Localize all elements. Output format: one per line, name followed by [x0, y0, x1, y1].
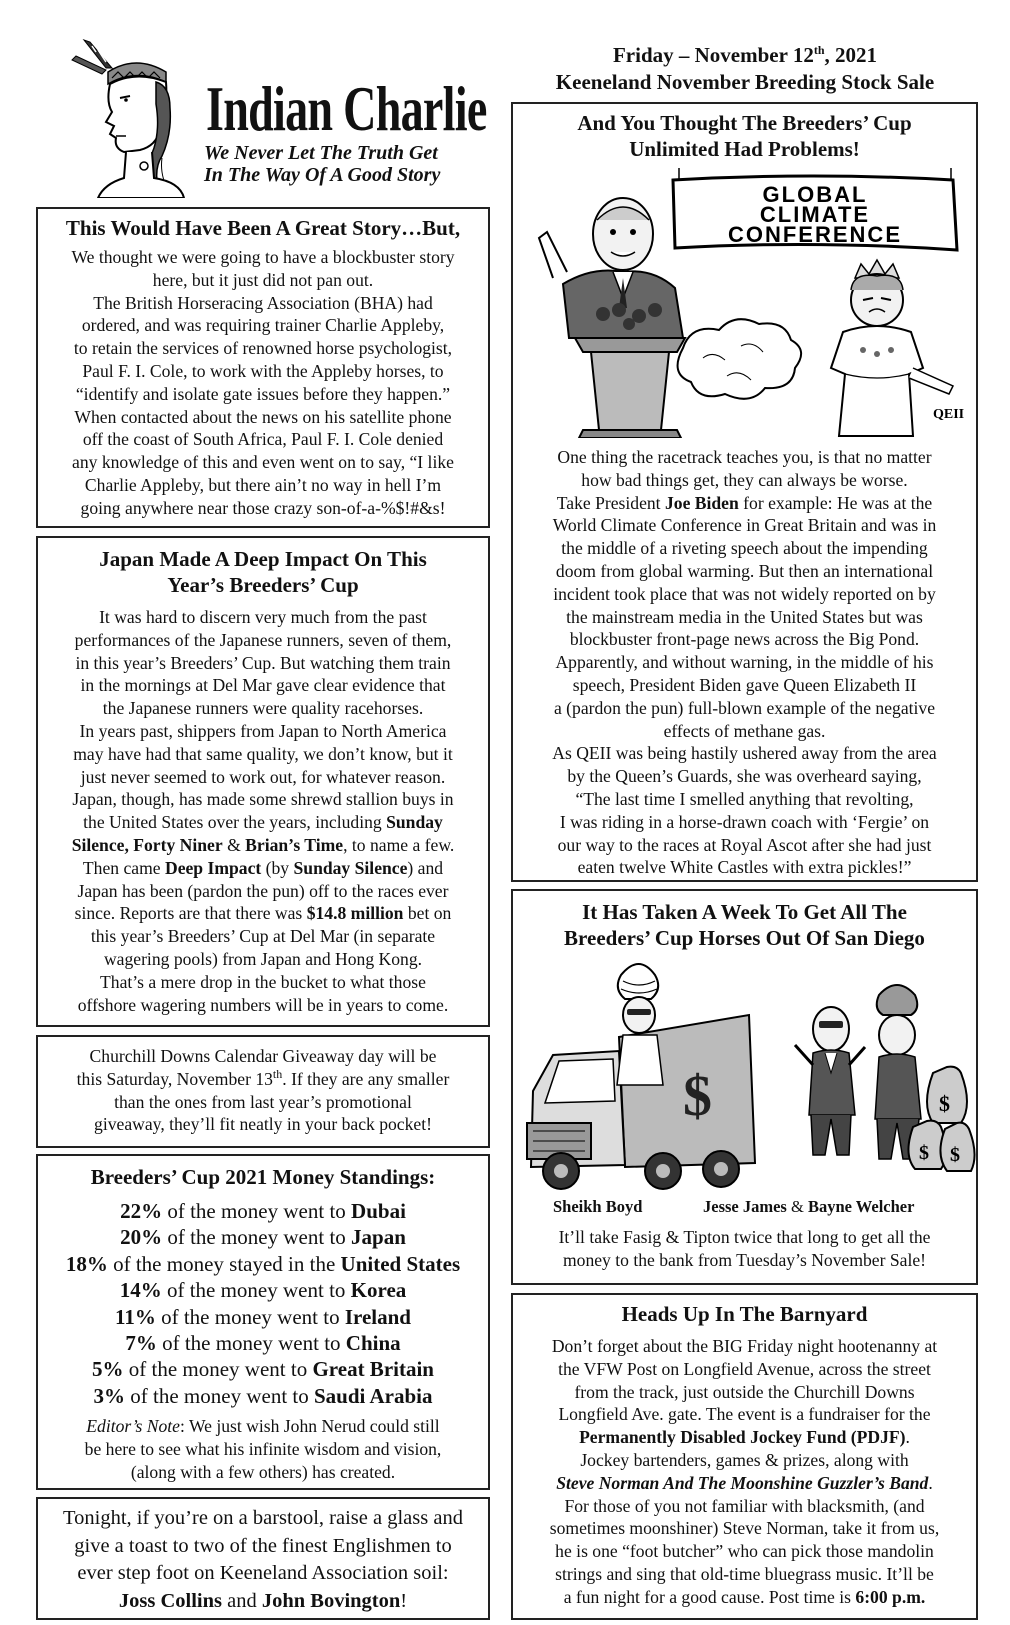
- body-line: a fun night for a good cause. Post time is 6:00 p.m.: [563, 1586, 926, 1607]
- cartoon-captions: [513, 1197, 976, 1221]
- body-line: off the coast of South Africa, Paul F. I. Cole denied: [82, 429, 444, 450]
- body-line: The British Horseracing Association (BHA) had: [93, 292, 433, 313]
- body-line: We thought we were going to have a blockbuster story: [71, 247, 455, 267]
- body-line: in this year’s Breeders’ Cup. But watching them train: [75, 652, 451, 673]
- body-line: It was hard to discern very much from the past: [99, 607, 427, 627]
- story-barnyard: [511, 1293, 978, 1620]
- dollar-sign-icon: $: [939, 1091, 950, 1116]
- editor-note: be here to see what his infinite wisdom and vision,: [84, 1439, 442, 1460]
- body-line: When contacted about the news on his satellite phone: [74, 406, 452, 427]
- issue-event: Keeneland November Breeding Stock Sale: [555, 70, 935, 94]
- body-line: Then came Deep Impact (by Sunday Silence) and: [82, 857, 444, 878]
- body-line: a (pardon the pun) full-blown example of the negative: [553, 697, 936, 718]
- body-line: incident took place that was not widely reported on by: [553, 583, 936, 604]
- body-line: may have had that same quality, we don’t know, but it: [73, 743, 453, 764]
- body-line: going anywhere near those crazy son-of-a-%$!#&s!: [80, 497, 446, 518]
- body-line: by the Queen’s Guards, she was overheard saying,: [567, 766, 922, 787]
- body-line: “identify and isolate gate issues before they happen.”: [75, 383, 451, 404]
- standings-row: 3% of the money went to Saudi Arabia: [93, 1383, 433, 1408]
- body-line: this year’s Breeders’ Cup at Del Mar (in separate: [90, 926, 436, 947]
- body-line: he is one “foot butcher” who can pick those mandolin: [555, 1541, 934, 1562]
- body-line: Japan has been (pardon the pun) off to the races ever: [77, 880, 449, 901]
- body-line: how bad things get, they can always be worse.: [581, 469, 908, 490]
- issue-header: [516, 42, 974, 96]
- body-line: here, but it just did not pan out.: [152, 269, 374, 290]
- body-line: strings and sing that old-time bluegrass music. It’ll be: [555, 1563, 934, 1584]
- dollar-sign-icon: $: [950, 1144, 960, 1166]
- body-line: Japan, though, has made some shrewd stallion buys in: [72, 789, 454, 810]
- date-year: , 2021: [824, 43, 877, 67]
- body-line: just never seemed to work out, for whatever reason.: [80, 766, 446, 787]
- standings-list: [38, 1198, 488, 1409]
- body-line: “The last time I smelled anything that revolting,: [575, 788, 914, 809]
- body-line: Paul F. I. Cole, to work with the Appleby horses, to: [82, 360, 444, 381]
- banner-text: GLOBAL: [762, 182, 868, 207]
- caption-jesse-bayne: Jesse James & Bayne Welcher: [703, 1197, 915, 1216]
- body-line: Apparently, and without warning, in the middle of his: [555, 652, 934, 673]
- body-line: In years past, shippers from Japan to North America: [79, 720, 447, 741]
- money-truck-cartoon: [513, 955, 976, 1195]
- body-line: speech, President Biden gave Queen Elizabeth II: [572, 674, 917, 695]
- editor-note: Editor’s Note: We just wish John Nerud could still: [86, 1416, 440, 1437]
- standings-headline: Breeders’ Cup 2021 Money Standings:: [90, 1165, 436, 1189]
- body-line: Churchill Downs Calendar Giveaway day will be: [89, 1046, 437, 1066]
- story-headline: Japan Made A Deep Impact On This: [99, 547, 427, 571]
- story-calendar-giveaway: [36, 1035, 490, 1148]
- body-line: the United States over the years, including Sunday: [83, 812, 443, 833]
- story-toast: [36, 1497, 490, 1620]
- story-headline: Year’s Breeders’ Cup: [167, 573, 359, 597]
- body-line: from the track, just outside the Churchill Downs: [574, 1381, 915, 1402]
- story-japan: [36, 536, 490, 1027]
- cartoon-label-qeii: QEII: [933, 407, 965, 422]
- date-sup: th: [813, 43, 825, 57]
- standings-row: 11% of the money went to Ireland: [115, 1304, 411, 1329]
- standings-row: 5% of the money went to Great Britain: [92, 1357, 434, 1382]
- body-line: World Climate Conference in Great Britain and was in: [552, 515, 937, 536]
- body-line: sometimes moonshiner) Steve Norman, take it from us,: [549, 1518, 940, 1539]
- dollar-sign-icon: $: [683, 1063, 712, 1128]
- story-headline: And You Thought The Breeders’ Cup: [577, 111, 912, 135]
- queen-caricature: [831, 260, 964, 436]
- story-headline: This Would Have Been A Great Story…But,: [65, 216, 461, 240]
- body-line: ever step foot on Keeneland Association soil:: [77, 1562, 449, 1584]
- editor-note: (along with a few others) has created.: [130, 1461, 396, 1482]
- story-headline: Breeders’ Cup Horses Out Of San Diego: [564, 926, 925, 950]
- standings-row: 14% of the money went to Korea: [119, 1278, 407, 1303]
- body-line: the Japanese runners were quality racehorses.: [102, 698, 424, 719]
- body-line: the mainstream media in the United States but was: [566, 606, 923, 627]
- masthead: [44, 38, 494, 198]
- standings-row: 18% of the money stayed in the United States: [65, 1251, 461, 1276]
- body-line: As QEII was being hastily ushered away from the area: [552, 743, 937, 764]
- body-line: Longfield Ave. gate. The event is a fundraiser for the: [558, 1404, 931, 1425]
- story-great-story: [36, 207, 490, 528]
- body-line: effects of methane gas.: [663, 720, 826, 741]
- body-line: in the mornings at Del Mar gave clear evidence that: [80, 675, 446, 696]
- body-line: to retain the services of renowned horse psychologist,: [73, 338, 453, 359]
- body-line: It’ll take Fasig & Tipton twice that long to get all the: [558, 1227, 931, 1247]
- date-text: Friday – November 12: [612, 43, 814, 67]
- body-line: Jockey bartenders, games & prizes, along with: [580, 1449, 909, 1470]
- body-line: offshore wagering numbers will be in years to come.: [77, 994, 449, 1015]
- body-line: One thing the racetrack teaches you, is that no matter: [557, 447, 932, 467]
- body-line: since. Reports are that there was $14.8 million bet on: [74, 903, 452, 924]
- climate-conference-cartoon: [513, 168, 976, 438]
- indian-chief-logo-icon: [44, 38, 204, 198]
- slogan-line: In The Way Of A Good Story: [204, 164, 441, 186]
- body-line: Permanently Disabled Jockey Fund (PDJF).: [579, 1427, 910, 1448]
- body-line: For those of you not familiar with blacksmith, (and: [564, 1495, 925, 1516]
- money-standings: [36, 1154, 490, 1490]
- body-line: doom from global warming. But then an international: [555, 560, 934, 581]
- standings-row: 20% of the money went to Japan: [120, 1225, 406, 1250]
- body-line: Joss Collins and John Bovington!: [118, 1589, 408, 1612]
- body-line: this Saturday, November 13th. If they are any smaller: [76, 1066, 450, 1089]
- body-line: eaten twelve White Castles with extra pickles!”: [577, 857, 912, 878]
- standings-row: 22% of the money went to Dubai: [120, 1199, 406, 1223]
- body-line: any knowledge of this and even went on to say, “I like: [72, 452, 454, 473]
- sheikh-caricature: [617, 964, 663, 1085]
- body-line: Take President Joe Biden for example: He was at the: [556, 492, 933, 513]
- body-line: than the ones from last year’s promotional: [114, 1091, 412, 1112]
- body-line: money to the bank from Tuesday’s November Sale!: [562, 1249, 927, 1270]
- banner-text: CLIMATE: [759, 202, 871, 227]
- slogan-line: We Never Let The Truth Get: [204, 142, 438, 164]
- banner-text: CONFERENCE: [727, 222, 903, 247]
- body-line: Charlie Appleby, but there ain’t no way in hell I’m: [84, 474, 442, 495]
- gas-cloud: [678, 319, 802, 399]
- story-headline: Heads Up In The Barnyard: [621, 1302, 868, 1326]
- issue-date: [516, 42, 974, 69]
- body-line: That’s a mere drop in the bucket to what those: [100, 971, 426, 992]
- story-breeders-cup-unlimited: [511, 102, 978, 882]
- masthead-title: Indian Charlie: [206, 73, 487, 144]
- body-line: wagering pools) from Japan and Hong Kong.: [103, 948, 423, 969]
- story-headline: Unlimited Had Problems!: [629, 137, 860, 161]
- masthead-slogan: [204, 142, 440, 186]
- story-san-diego: [511, 889, 978, 1285]
- body-line: giveaway, they’ll fit neatly in your back pocket!: [94, 1114, 432, 1135]
- body-line: the middle of a riveting speech about the impending: [561, 538, 928, 559]
- dollar-sign-icon: $: [919, 1142, 929, 1164]
- standings-row: 7% of the money went to China: [125, 1331, 401, 1356]
- body-line: our way to the races at Royal Ascot after she had just: [557, 834, 932, 855]
- conference-banner: [673, 168, 957, 250]
- body-line: ordered, and was requiring trainer Charlie Appleby,: [81, 315, 445, 336]
- body-line: I was riding in a horse-drawn coach with ‘Fergie’ on: [559, 811, 930, 832]
- biden-caricature: [539, 198, 683, 338]
- story-headline: It Has Taken A Week To Get All The: [582, 900, 907, 924]
- body-line: Tonight, if you’re on a barstool, raise a glass and: [63, 1507, 463, 1529]
- body-line: performances of the Japanese runners, seven of them,: [74, 629, 452, 650]
- body-line: give a toast to two of the finest Englishmen to: [74, 1534, 452, 1557]
- body-line: Don’t forget about the BIG Friday night hootenanny at: [551, 1336, 938, 1356]
- body-line: the VFW Post on Longfield Avenue, across the street: [558, 1358, 931, 1379]
- jesse-james-caricature: [795, 1007, 865, 1155]
- body-line: Steve Norman And The Moonshine Guzzler’s Band.: [556, 1472, 933, 1493]
- caption-sheikh-boyd: Sheikh Boyd: [553, 1197, 643, 1216]
- body-line: blockbuster front-page news across the Big Pond.: [569, 629, 920, 650]
- body-line: Silence, Forty Niner & Brian’s Time, to name a few.: [71, 834, 455, 855]
